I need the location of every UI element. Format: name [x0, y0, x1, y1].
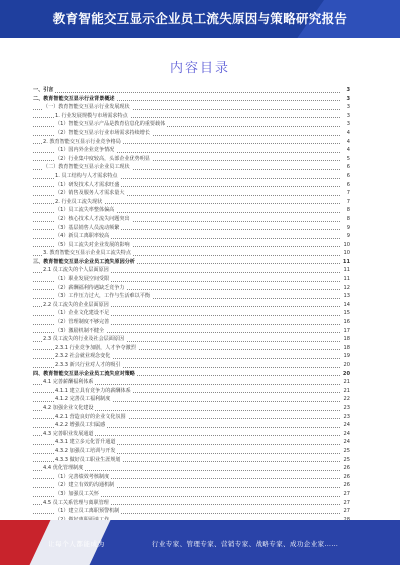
- toc-entry[interactable]: [33, 327, 350, 336]
- toc-entry[interactable]: [33, 344, 350, 353]
- toc-entry[interactable]: [33, 146, 350, 155]
- toc-entry-text: （2）智能交互显示行业市场需求持续增长: [55, 129, 150, 136]
- toc-entry-text: 1. 行业发展规模与市场需求特点: [55, 112, 128, 119]
- toc-entry-page: 25: [343, 456, 350, 463]
- toc-entry[interactable]: [33, 181, 350, 190]
- toc-entry-page: 10: [343, 250, 350, 257]
- toc-entry-text: 2. 行业员工流失现状: [55, 198, 103, 205]
- toc-entry-page: 3: [346, 121, 350, 128]
- report-title: 教育智能交互显示企业员工流失原因与策略研究报告: [52, 11, 348, 26]
- toc-entry-text: （4）新员工离职率较高: [55, 233, 110, 240]
- toc-entry-page: 27: [343, 508, 350, 515]
- toc-entry[interactable]: [33, 370, 350, 379]
- toc-entry[interactable]: [33, 438, 350, 447]
- footer-banner: [0, 520, 400, 565]
- toc-entry[interactable]: [33, 120, 350, 129]
- toc-entry-text: 4.1.1 建立具有竞争力的薪酬体系: [55, 387, 131, 394]
- toc-entry-text: （3）加强员工关怀: [55, 490, 99, 497]
- toc-entry-text: 4.2 加强企业文化建设: [43, 404, 94, 411]
- toc-entry-text: （3）工作压力过大，工作与生活难以平衡: [55, 293, 150, 300]
- toc-entry-page: 7: [346, 190, 350, 197]
- toc-entry[interactable]: [33, 309, 350, 318]
- toc-entry[interactable]: [33, 361, 350, 370]
- toc-entry[interactable]: [33, 206, 350, 215]
- toc-entry-text: （1）研发技术人才需求旺盛: [55, 181, 120, 188]
- toc-entry-page: 10: [343, 241, 350, 248]
- toc-entry-text: 2.3.3 新兴行业对人才的吸引: [55, 362, 121, 368]
- toc-entry-text: 2.1 员工流失的个人层面原因: [43, 267, 109, 274]
- toc-entry-page: 9: [346, 233, 350, 240]
- toc-entry-page: 21: [343, 379, 350, 386]
- toc-entry-text: 二、教育智能交互显示行业背景概述: [33, 95, 115, 102]
- toc-entry[interactable]: [33, 464, 350, 473]
- toc-entry[interactable]: [33, 499, 350, 508]
- toc-entry-text: 4.4 优化管理制度: [43, 465, 84, 472]
- toc-entry[interactable]: [33, 241, 350, 250]
- toc-entry[interactable]: [33, 266, 350, 275]
- toc-entry-page: 24: [343, 430, 350, 437]
- toc-entry[interactable]: [33, 421, 350, 430]
- toc-entry-page: 11: [343, 276, 350, 283]
- toc-entry-page: 13: [343, 293, 350, 300]
- toc-entry[interactable]: [33, 138, 350, 147]
- toc-entry[interactable]: [33, 292, 350, 301]
- toc-entry-page: 4: [346, 138, 350, 145]
- toc-entry-page: 5: [346, 155, 350, 162]
- toc-entry-text: 2. 教育智能交互显示行业竞争格局: [43, 138, 121, 145]
- toc-entry-page: 20: [343, 362, 350, 368]
- toc-entry-page: 26: [343, 465, 350, 472]
- toc-entry-text: 4.2.1 营造良好的企业文化氛围: [55, 413, 126, 420]
- toc-heading: 内容目录: [169, 61, 230, 76]
- toc-entry-page: 26: [343, 482, 350, 489]
- toc-entry-text: 4.1 完善薪酬福利体系: [43, 379, 94, 386]
- toc-entry[interactable]: [33, 395, 350, 404]
- toc-entry[interactable]: [33, 172, 350, 181]
- toc-entry-text: （5）员工流失对企业发展的影响: [55, 241, 130, 248]
- toc-entry-page: 14: [343, 301, 350, 308]
- toc-entry-page: 3: [346, 87, 350, 93]
- toc-entry-page: 27: [343, 499, 350, 506]
- toc-entry[interactable]: [33, 95, 350, 104]
- toc-leader-dots: [33, 92, 340, 93]
- toc-entry-page: 8: [346, 215, 350, 222]
- toc-entry-text: （3）基层销售人员流动频繁: [55, 224, 120, 231]
- toc-entry-text: （2）行业集中度较高，头部企业优势明显: [55, 155, 150, 162]
- toc-entry[interactable]: [33, 112, 350, 121]
- toc-entry[interactable]: [33, 232, 350, 241]
- toc-entry[interactable]: [33, 352, 350, 361]
- toc-entry-page: 22: [343, 396, 350, 403]
- toc-entry[interactable]: [33, 215, 350, 224]
- toc-entry-page: 24: [343, 422, 350, 429]
- toc-entry[interactable]: [33, 404, 350, 413]
- toc-entry-page: 18: [343, 336, 350, 343]
- toc-entry-page: 4: [346, 129, 350, 136]
- toc-entry-text: 4.3.1 建立多元化晋升通道: [55, 439, 116, 446]
- toc-entry-text: 4.1.2 完善员工福利制度: [55, 396, 111, 403]
- toc-entry[interactable]: [33, 378, 350, 387]
- toc-entry-text: （1）智能交互显示产品是教育信息化的重要载体: [55, 121, 166, 128]
- toc-entry-page: 25: [343, 447, 350, 454]
- toc-entry[interactable]: [33, 284, 350, 293]
- toc-entry-page: 6: [346, 172, 350, 179]
- toc-entry[interactable]: [33, 189, 350, 198]
- toc-entry-text: 4.3.2 加强员工培训与开发: [55, 447, 116, 454]
- toc-entry-text: （2）管理制度不够完善: [55, 319, 110, 326]
- toc-entry-text: 一、引言: [33, 87, 54, 93]
- toc-entry-text: （1）建立员工离职预警机制: [55, 508, 120, 515]
- toc-entry-page: 16: [343, 319, 350, 326]
- toc-entry-page: 23: [343, 404, 350, 411]
- toc-entry-page: 8: [346, 207, 350, 214]
- toc-entry[interactable]: [33, 335, 350, 344]
- toc-entry[interactable]: [33, 318, 350, 327]
- toc-entry-page: 6: [346, 181, 350, 188]
- toc-entry-text: 三、教育智能交互显示企业员工流失原因分析: [33, 258, 135, 265]
- toc-entry[interactable]: [33, 275, 350, 284]
- toc-entry[interactable]: [33, 103, 350, 112]
- toc-entry[interactable]: [33, 86, 350, 95]
- toc-entry-page: 27: [343, 490, 350, 497]
- toc-entry[interactable]: [33, 473, 350, 482]
- toc-entry-text: 2.2 员工流失的企业层面原因: [43, 301, 109, 308]
- toc-entry[interactable]: [33, 413, 350, 422]
- toc-entry-text: （二）教育智能交互显示企业员工现状: [43, 164, 130, 171]
- toc-entry-page: 20: [342, 370, 350, 377]
- toc-entry-page: 19: [343, 353, 350, 360]
- toc-entry-text: （1）完善绩效考核制度: [55, 473, 110, 480]
- toc-entry-text: （一）教育智能交互显示行业发展现状: [43, 104, 130, 111]
- toc-entry[interactable]: [33, 481, 350, 490]
- toc-entry-text: （3）激励机制不健全: [55, 327, 105, 334]
- toc-entry-text: 4.3 完善职业发展通道: [43, 430, 94, 437]
- toc-entry[interactable]: [33, 387, 350, 396]
- toc-entry-text: 2.3.1 行业竞争加剧，人才争夺激烈: [55, 344, 136, 351]
- toc-entry[interactable]: [33, 301, 350, 310]
- toc-entry-text: 2.3 员工流失的行业及社会层面原因: [43, 336, 125, 343]
- toc-entry[interactable]: [33, 224, 350, 233]
- toc-entry-page: 18: [343, 344, 350, 351]
- toc-entry[interactable]: [33, 249, 350, 258]
- toc-entry-text: 四、教育智能交互显示企业员工流失应对策略: [33, 370, 135, 377]
- toc-entry-page: 7: [346, 198, 350, 205]
- toc-entry-text: （1）职业发展空间受限: [55, 276, 110, 283]
- toc-entry[interactable]: [33, 129, 350, 138]
- toc-entry[interactable]: [33, 447, 350, 456]
- footer-slogan-left: 让每个人都能成为: [48, 540, 105, 548]
- toc-entry-page: 9: [346, 224, 350, 231]
- toc-entry-page: 12: [343, 284, 350, 291]
- toc-entry-text: （2）销售及服务人才需求量大: [55, 190, 125, 197]
- toc-entry-page: 23: [343, 413, 350, 420]
- toc-entry-page: 3: [346, 112, 350, 119]
- toc-entry-page: 17: [343, 327, 350, 334]
- header-banner: [0, 0, 400, 38]
- toc-entry[interactable]: [33, 155, 350, 164]
- table-of-contents: [33, 86, 350, 533]
- toc-entry-text: （2）薪酬福利待遇缺乏竞争力: [55, 284, 125, 291]
- toc-entry-page: 3: [346, 95, 350, 102]
- toc-entry-text: （1）国内外企业竞争情况: [55, 147, 115, 154]
- toc-entry-page: 15: [343, 310, 350, 317]
- toc-entry-page: 11: [342, 258, 350, 265]
- toc-entry[interactable]: [33, 430, 350, 439]
- toc-entry-page: 21: [343, 387, 350, 394]
- toc-entry-text: （2）核心技术人才流失问题突出: [55, 215, 130, 222]
- toc-entry-text: （1）员工流失率整体偏高: [55, 207, 115, 214]
- toc-entry-text: 4.2.2 增强员工归属感: [55, 422, 106, 429]
- toc-entry[interactable]: [33, 198, 350, 207]
- toc-entry-text: 4.5 员工关系管理与离职管理: [43, 499, 109, 506]
- toc-entry[interactable]: [33, 258, 350, 267]
- toc-entry-text: 2.3.2 社会就业观念变化: [55, 353, 111, 360]
- footer-slogan-right: 行业专家、管理专家、营销专家、战略专家、成功企业家……: [152, 540, 339, 548]
- toc-entry-page: 4: [346, 147, 350, 154]
- toc-entry-text: 3. 教育智能交互显示企业员工流失特点: [43, 250, 131, 257]
- toc-entry-text: 4.3.3 做好员工职业生涯规划: [55, 456, 121, 463]
- toc-entry-text: （1）企业文化建设不足: [55, 310, 110, 317]
- toc-entry-page: 26: [343, 473, 350, 480]
- toc-entry[interactable]: [33, 456, 350, 465]
- toc-entry[interactable]: [33, 490, 350, 499]
- toc-entry-text: （2）建立有效的沟通机制: [55, 482, 115, 489]
- toc-entry-page: 6: [346, 164, 350, 171]
- toc-entry-page: 11: [343, 267, 350, 274]
- toc-entry[interactable]: [33, 163, 350, 172]
- toc-entry[interactable]: [33, 507, 350, 516]
- toc-entry-text: 1. 员工结构与人才需求特点: [55, 172, 118, 179]
- toc-entry-page: 3: [346, 104, 350, 111]
- toc-entry-page: 24: [343, 439, 350, 446]
